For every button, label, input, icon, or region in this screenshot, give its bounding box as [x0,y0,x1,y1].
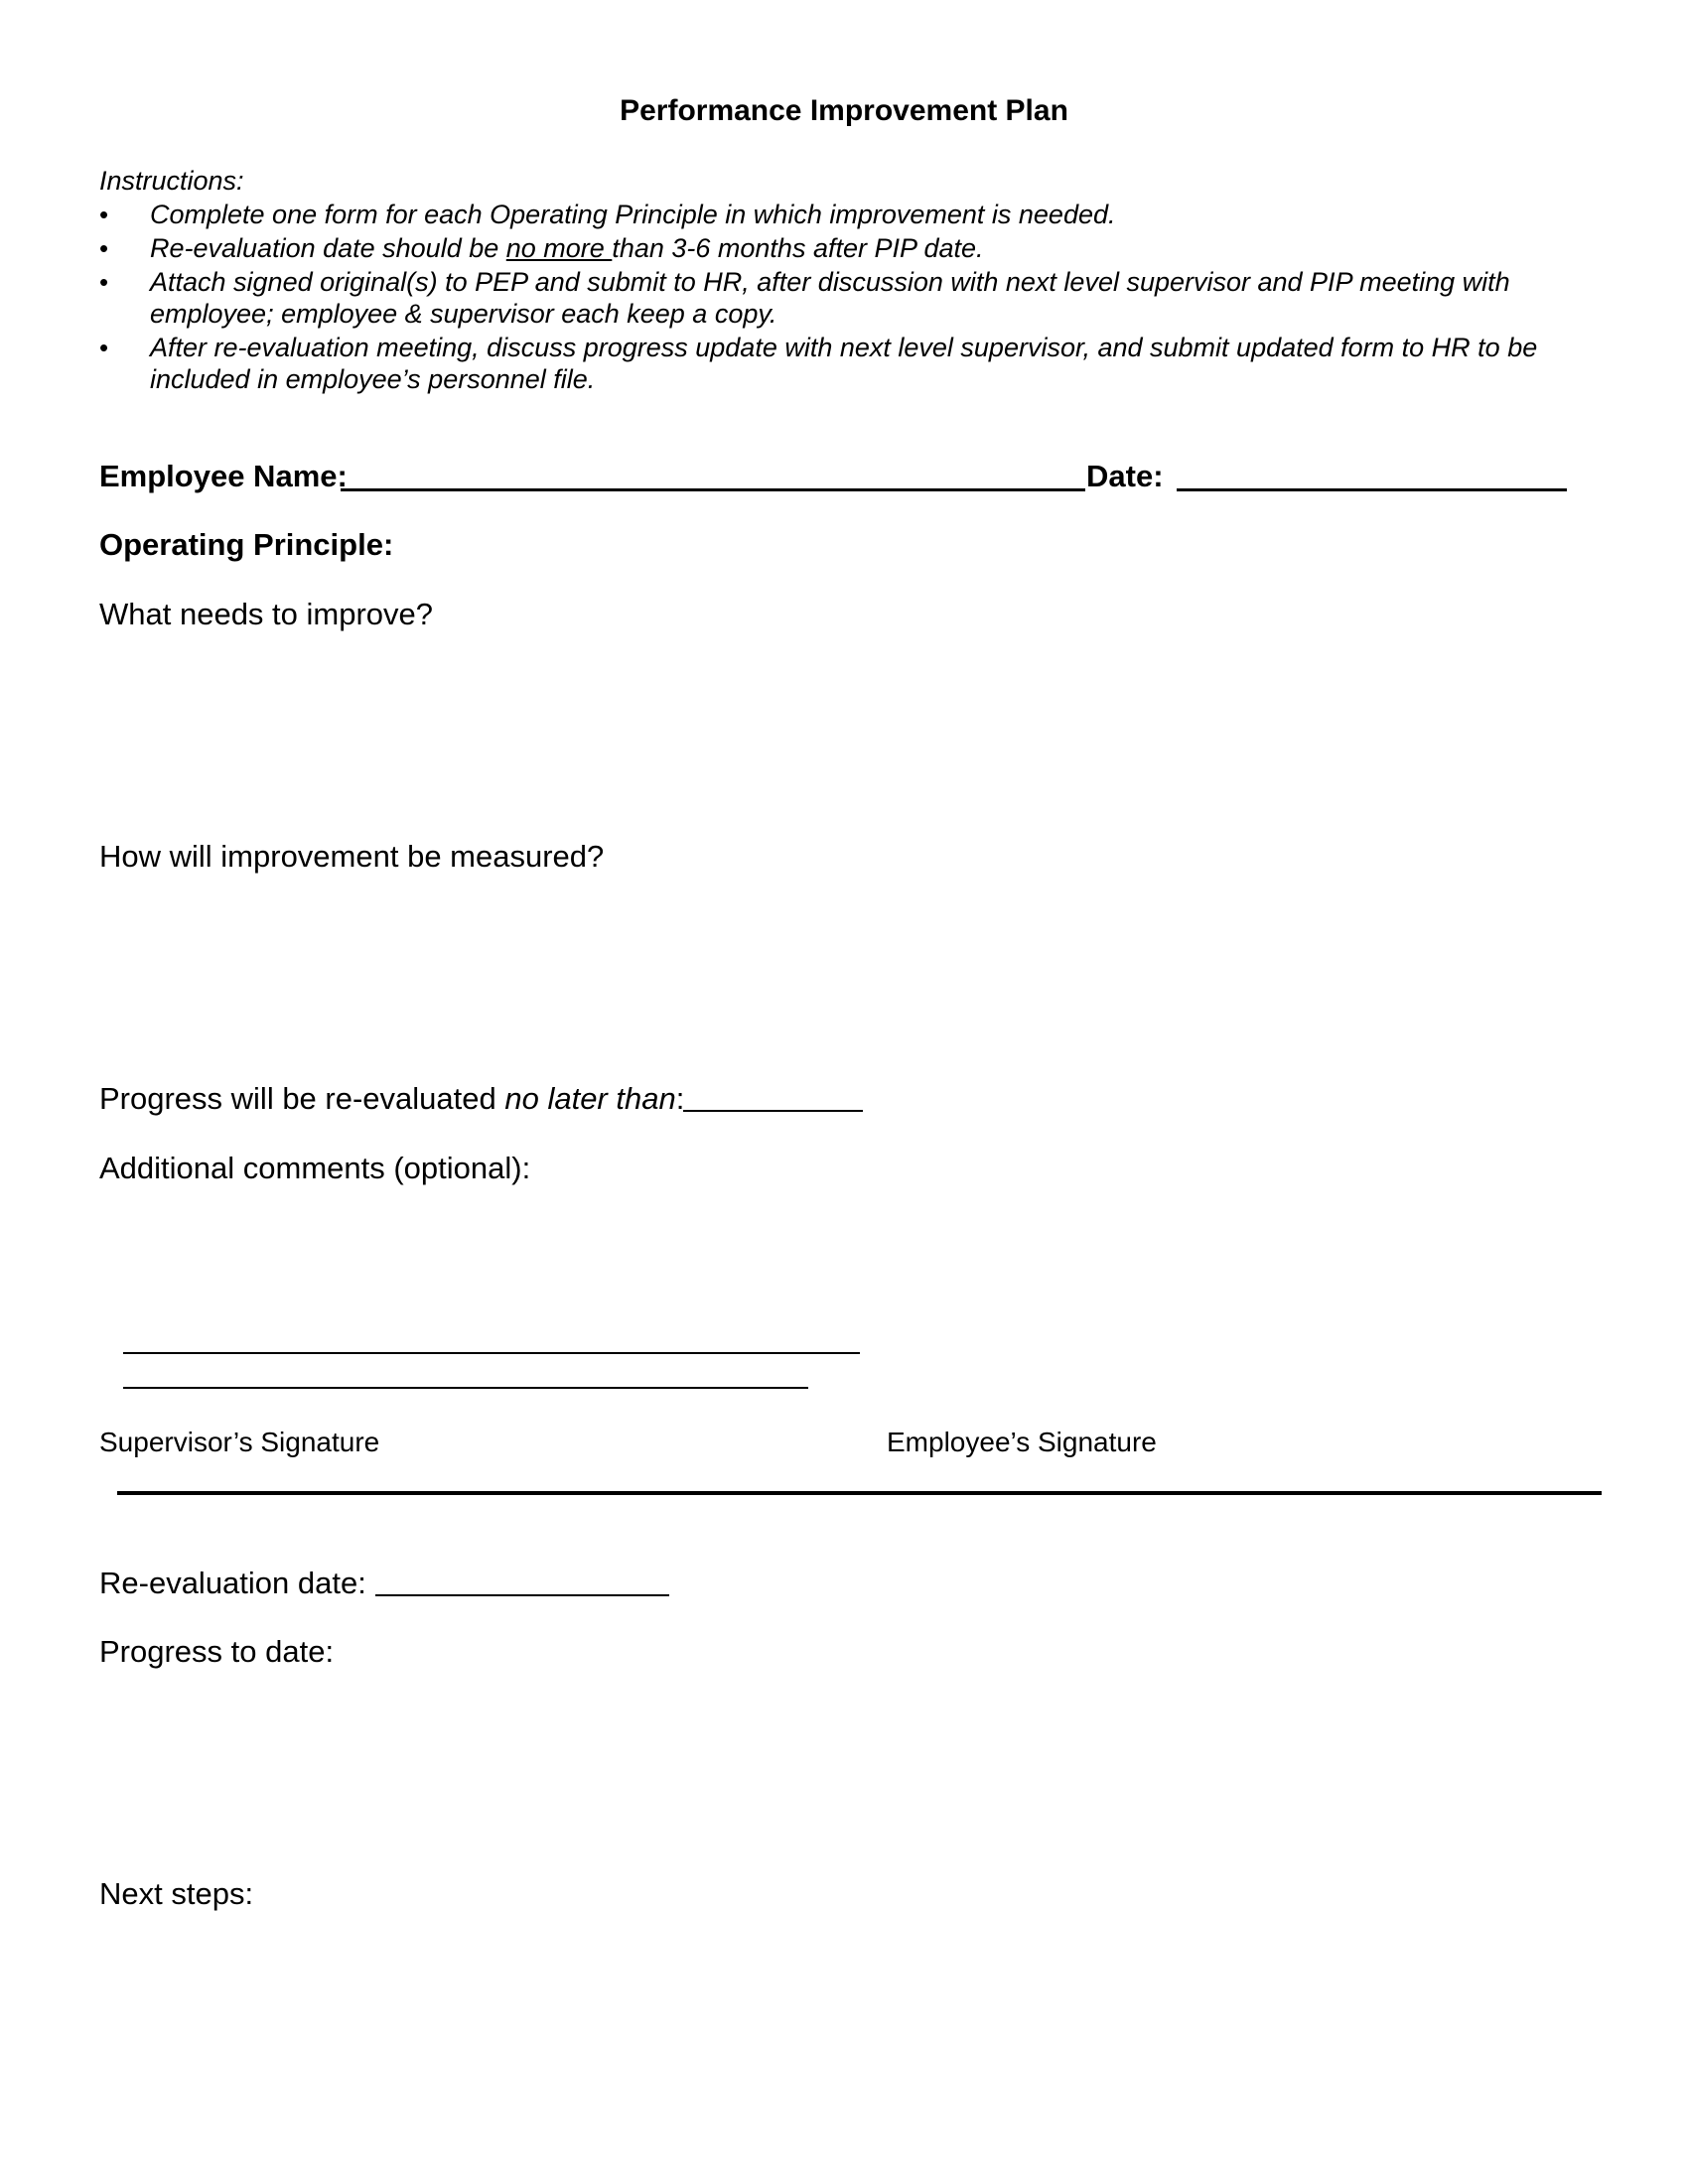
what-needs-to-improve-label: What needs to improve? [99,597,434,631]
instruction-item-2-before: Re-evaluation date should be [150,233,506,263]
progress-reevaluated-suffix: : [675,1081,685,1116]
date-label: Date: [1086,459,1164,493]
instructions-heading: Instructions: [99,166,244,196]
instruction-item-2-after: than 3-6 months after PIP date. [612,233,984,263]
employee-name-field[interactable] [341,488,1085,491]
employee-signature-label: Employee’s Signature [887,1427,1157,1457]
how-measured-label: How will improvement be measured? [99,839,605,874]
reevaluation-date-field[interactable] [375,1594,669,1596]
instruction-item-3: Attach signed original(s) to PEP and submit to HR, after discussion with next level supervisor and PIP meeting with employee; employee & supervisor each keep a copy. [150,267,1510,329]
bullet-icon: • [99,233,109,263]
date-field[interactable] [1177,488,1567,491]
progress-reevaluated-label [99,1081,684,1117]
page-title: Performance Improvement Plan [620,94,1068,127]
next-steps-label: Next steps: [99,1876,254,1911]
employee-signature-line[interactable] [123,1387,808,1389]
progress-reevaluated-italic: no later than [504,1081,676,1116]
bullet-icon: • [99,333,109,362]
bullet-icon: • [99,267,109,297]
employee-name-label: Employee Name: [99,459,348,493]
bullet-icon: • [99,200,109,229]
reevaluate-by-field[interactable] [683,1110,863,1112]
instruction-item-1: Complete one form for each Operating Principle in which improvement is needed. [150,200,1116,229]
supervisor-signature-line[interactable] [123,1352,860,1354]
supervisor-signature-label: Supervisor’s Signature [99,1427,380,1457]
progress-reevaluated-prefix: Progress will be re-evaluated [99,1081,505,1116]
section-divider [117,1491,1602,1495]
additional-comments-label: Additional comments (optional): [99,1151,531,1185]
instruction-item-4: After re-evaluation meeting, discuss progress update with next level supervisor, and submit updated form to HR to be included in employee’s personnel file. [150,333,1538,394]
reevaluation-date-label: Re-evaluation date: [99,1566,366,1600]
progress-to-date-label: Progress to date: [99,1634,335,1669]
instruction-item-2 [150,232,1580,264]
instruction-item-2-underlined: no more [505,233,613,263]
operating-principle-label: Operating Principle: [99,527,394,562]
